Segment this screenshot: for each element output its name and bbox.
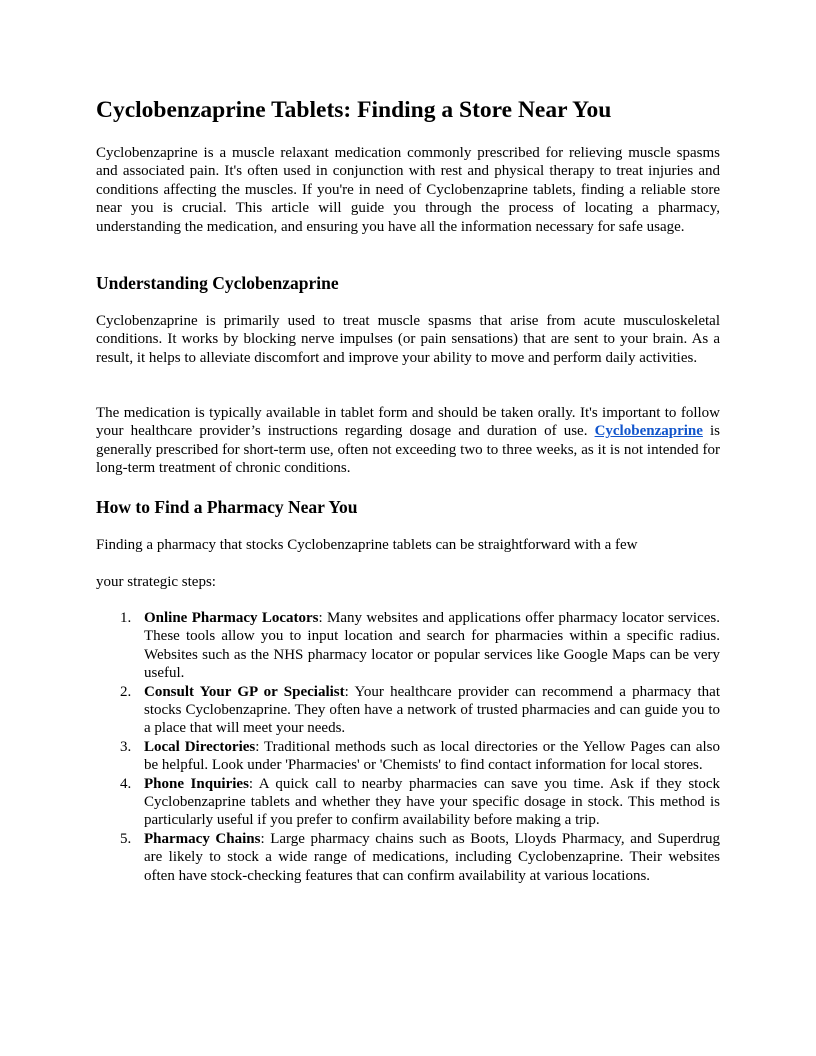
list-number: 3. bbox=[120, 738, 132, 755]
list-item-text: : Many websites and applications offer pharmacy locator services. These tools allow you to input location and search for pharmacies within a specific radius. Websites such as the NHS pharmacy locator or popular services like Google Maps can be very useful. bbox=[144, 610, 720, 682]
list-item-text: : Your healthcare provider can recommend a pharmacy that stocks Cyclobenzaprine. They often have a network of trusted pharmacies and can guide you to a place that will meet your needs. bbox=[144, 683, 720, 737]
list-item-term: Local Directories bbox=[144, 738, 256, 755]
find-pharmacy-intro-continued: your strategic steps: bbox=[96, 574, 216, 590]
cyclobenzaprine-link[interactable]: Cyclobenzaprine bbox=[594, 423, 703, 440]
find-pharmacy-intro: Finding a pharmacy that stocks Cyclobenzaprine tablets can be straightforward with a few bbox=[96, 537, 638, 553]
section-heading-understanding: Understanding Cyclobenzaprine bbox=[96, 273, 339, 293]
list-item-text: : A quick call to nearby pharmacies can save you time. Ask if they stock Cyclobenzaprine tablets and whether they have your specific dosage in stock. This method is particularly useful if you prefer to confirm availability before making a trip. bbox=[144, 775, 721, 829]
list-number: 4. bbox=[120, 775, 132, 792]
pharmacy-steps-list bbox=[96, 609, 720, 885]
list-item-text: : Large pharmacy chains such as Boots, Lloyds Pharmacy, and Superdrug are likely to stock a wide range of medications, including Cyclobenzaprine. Their websites often have stock-checking features that can confirm availability at various locations. bbox=[144, 830, 720, 884]
list-item-text: : Traditional methods such as local directories or the Yellow Pages can also be helpful. Look under 'Pharmacies' or 'Chemists' to find contact information for local stores. bbox=[144, 738, 720, 774]
list-item bbox=[120, 775, 721, 830]
list-item-term: Pharmacy Chains bbox=[144, 830, 261, 847]
understanding-paragraph-2 bbox=[96, 404, 720, 478]
list-item-term: Phone Inquiries bbox=[144, 775, 249, 792]
understanding-paragraph-1: Cyclobenzaprine is primarily used to treat muscle spasms that arise from acute musculoskeletal conditions. It works by blocking nerve impulses (or pain sensations) that are sent to your brain. As a result, it helps to alleviate discomfort and improve your ability to move and perform daily activities. bbox=[96, 313, 720, 366]
list-item bbox=[120, 683, 720, 738]
page-title: Cyclobenzaprine Tablets: Finding a Store Near You bbox=[96, 97, 612, 123]
list-item-term: Consult Your GP or Specialist bbox=[144, 683, 345, 700]
intro-paragraph: Cyclobenzaprine is a muscle relaxant medication commonly prescribed for relieving muscle spasms and associated pain. It's often used in conjunction with rest and physical therapy to treat injuries and conditions affecting the muscles. If you're in need of Cyclobenzaprine tablets, finding a reliable store near you is crucial. This article will guide you through the process of locating a pharmacy, understanding the medication, and ensuring you have all the information necessary for safe usage. bbox=[96, 145, 720, 235]
list-item bbox=[120, 738, 720, 775]
list-number: 1. bbox=[120, 610, 132, 626]
paragraph-text: The medication is typically available in tablet form and should be taken orally. It's important to follow your healthcare provider’s instructions regarding dosage and duration of use. bbox=[96, 405, 720, 440]
list-item bbox=[120, 609, 720, 683]
list-item bbox=[120, 830, 720, 885]
list-number: 2. bbox=[120, 683, 132, 700]
section-heading-find-pharmacy: How to Find a Pharmacy Near You bbox=[96, 497, 358, 517]
list-item-term: Online Pharmacy Locators bbox=[144, 610, 319, 626]
paragraph-text: is generally prescribed for short-term use, often not exceeding two to three weeks, as it is not intended for long-term treatment of chronic conditions. bbox=[96, 423, 721, 477]
list-number: 5. bbox=[120, 830, 132, 847]
